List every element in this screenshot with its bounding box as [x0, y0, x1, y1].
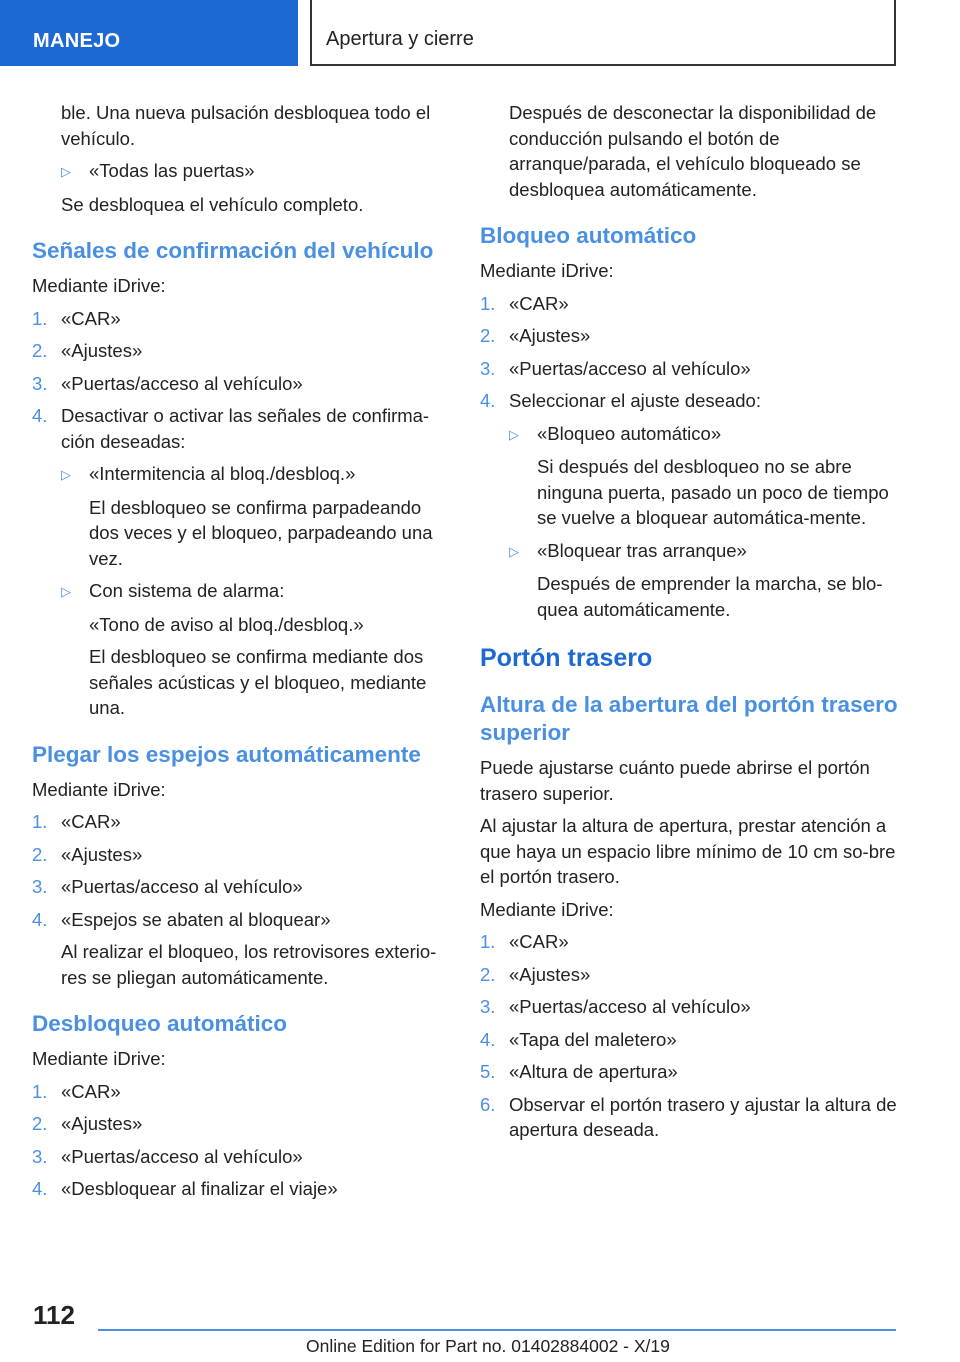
paragraph: Mediante iDrive:	[480, 260, 614, 281]
paragraph: El desbloqueo se confirma parpadeando dos veces y el bloqueo, parpadeando una vez.	[89, 496, 433, 569]
paragraph: El desbloqueo se confirma mediante dos señales acústicas y el bloqueo, mediante una.	[89, 646, 427, 718]
bullet-marker: ▷	[61, 584, 71, 599]
paragraph: Puede ajustarse cuánto puede abrirse el portón trasero superior.	[480, 757, 870, 804]
paragraph: «Tono de aviso al bloq./desbloq.»	[89, 613, 364, 635]
paragraph: Al realizar el bloqueo, los retrovisores exterio-res se pliegan automáticamente.	[61, 941, 437, 988]
section-heading: Altura de la abertura del portón trasero superior	[480, 692, 898, 745]
list-item: 1. «CAR»	[32, 1080, 121, 1102]
section-heading: Bloqueo automático	[480, 223, 697, 248]
list-item: 2. «Ajustes»	[480, 325, 591, 346]
footer-edition: Online Edition for Part no. 01402884002 - X/19	[306, 1336, 670, 1356]
list-item: 1. «CAR»	[32, 307, 121, 329]
paragraph: Al ajustar la altura de apertura, prestar atención a que haya un espacio libre mínimo de 10 cm so-bre el portón trasero.	[480, 815, 896, 887]
list-item: 3. «Puertas/acceso al vehículo»	[32, 372, 303, 394]
list-item: 5. «Altura de apertura»	[480, 1061, 678, 1082]
list-item: 3. «Puertas/acceso al vehículo»	[32, 1145, 303, 1167]
footer-divider	[98, 1329, 896, 1331]
bullet-marker: ▷	[61, 164, 71, 179]
chapter-tab: Apertura y cierre	[310, 0, 896, 66]
list-item: 3. «Puertas/acceso al vehículo»	[32, 876, 303, 897]
section-tab: MANEJO	[0, 0, 298, 66]
bullet-item: ▷ Con sistema de alarma:	[61, 578, 447, 605]
bullet-item: ▷ «Todas las puertas»	[61, 158, 447, 185]
bullet-item: ▷ «Intermitencia al bloq./desbloq.»	[61, 461, 447, 488]
paragraph: Después de desconectar la disponibilidad de conducción pulsando el botón de arranque/parada, el vehículo bloqueado se desbloquea automáticamente.	[509, 102, 877, 200]
paragraph: Mediante iDrive:	[480, 898, 614, 920]
list-item: 2. «Ajustes»	[32, 843, 143, 865]
paragraph: Si después del desbloqueo no se abre ninguna puerta, pasado un poco de tiempo se vuelve a bloquear automática-mente.	[537, 456, 889, 528]
list-item: 4. Seleccionar el ajuste deseado:	[480, 390, 761, 411]
bullet-item: ▷ «Bloqueo automático»	[509, 421, 900, 448]
paragraph: Mediante iDrive:	[32, 1048, 166, 1069]
list-item: 3. «Puertas/acceso al vehículo»	[480, 996, 751, 1017]
list-item: 2. «Ajustes»	[32, 340, 143, 361]
list-item: 1. «CAR»	[480, 931, 569, 952]
list-item: 1. «CAR»	[480, 292, 569, 314]
page-header	[0, 0, 960, 66]
list-item: 4. «Desbloquear al finalizar el viaje»	[32, 1178, 338, 1199]
paragraph: Mediante iDrive:	[32, 275, 166, 296]
paragraph: Se desbloquea el vehículo completo.	[61, 193, 364, 215]
bullet-marker: ▷	[509, 543, 519, 559]
page-number: 112	[33, 1300, 75, 1330]
bullet-marker: ▷	[61, 467, 71, 482]
list-item: 4. Desactivar o activar las señales de confirma-ción deseadas:	[32, 405, 430, 452]
list-item: 3. «Puertas/acceso al vehículo»	[480, 357, 751, 379]
list-item: 6. Observar el portón trasero y ajustar la altura de apertura deseada.	[480, 1093, 897, 1140]
list-item: 2. «Ajustes»	[32, 1113, 143, 1134]
bullet-item: ▷ «Bloquear tras arranque»	[509, 538, 900, 565]
right-column	[480, 100, 900, 1150]
list-item: 4. «Espejos se abaten al bloquear»	[32, 908, 331, 930]
list-item: 4. «Tapa del maletero»	[480, 1028, 677, 1050]
chapter-heading: Portón trasero	[480, 644, 653, 672]
list-item: 1. «CAR»	[32, 811, 121, 832]
bullet-marker: ▷	[509, 426, 519, 442]
section-heading: Señales de confirmación del vehículo	[32, 238, 434, 263]
paragraph: Después de emprender la marcha, se blo-quea automáticamente.	[537, 573, 883, 620]
section-heading: Plegar los espejos automáticamente	[32, 741, 421, 767]
section-heading: Desbloqueo automático	[32, 1011, 288, 1036]
list-item: 2. «Ajustes»	[480, 963, 591, 985]
paragraph: Mediante iDrive:	[32, 778, 166, 800]
left-column	[32, 100, 447, 1209]
paragraph: ble. Una nueva pulsación desbloquea todo el vehículo.	[61, 102, 431, 149]
